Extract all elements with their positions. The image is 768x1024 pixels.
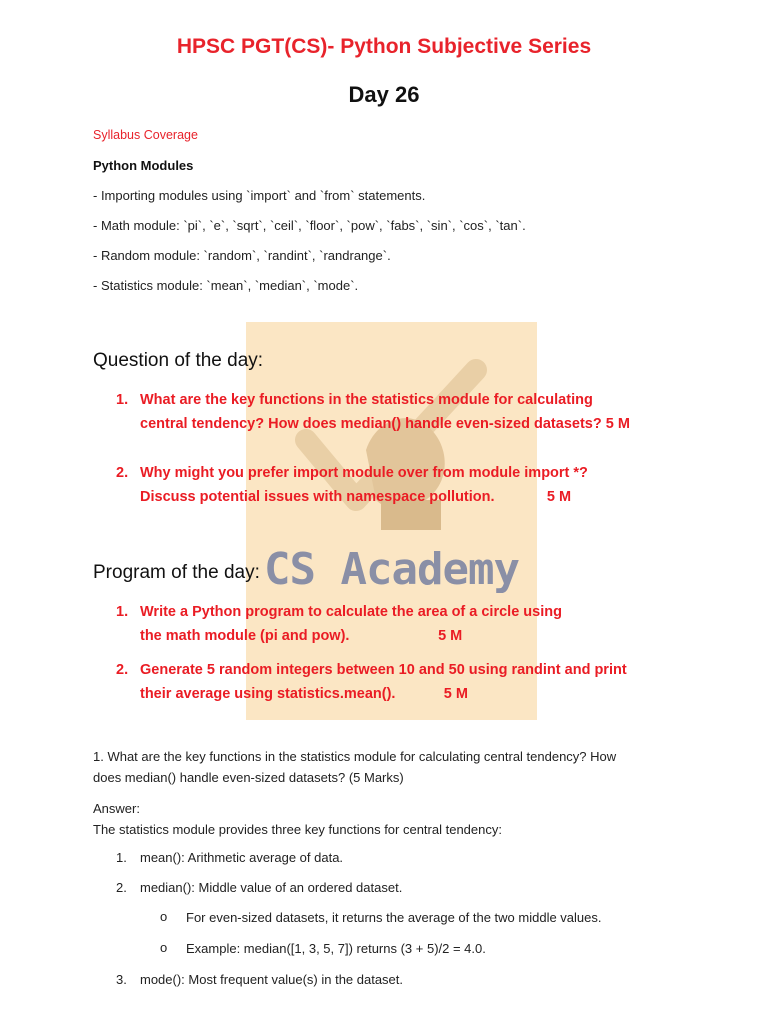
day-title: Day 26 bbox=[348, 82, 420, 107]
hand-checkmark-icon bbox=[286, 350, 496, 540]
question-number: 1. bbox=[116, 392, 129, 408]
answer-list-text: mean(): Arithmetic average of data. bbox=[140, 850, 344, 865]
question-text: Discuss potential issues with namespace pollution. 5 M bbox=[140, 489, 572, 505]
answer-question-line: 1. What are the key functions in the statistics module for calculating central tendency? How bbox=[93, 749, 617, 764]
syllabus-topic: - Importing modules using `import` and `from` statements. bbox=[93, 188, 426, 203]
answer-sub-text: Example: median([1, 3, 5, 7]) returns (3 + 5)/2 = 4.0. bbox=[186, 941, 486, 956]
answer-list-text: median(): Middle value of an ordered dataset. bbox=[140, 880, 403, 895]
program-text: the math module (pi and pow). 5 M bbox=[140, 628, 463, 644]
program-number: 1. bbox=[116, 604, 129, 620]
watermark-text: CS Academy bbox=[264, 544, 519, 595]
program-number: 2. bbox=[116, 662, 129, 678]
answer-question-line: does median() handle even-sized datasets? (5 Marks) bbox=[93, 770, 404, 785]
program-text: Generate 5 random integers between 10 and 50 using randint and print bbox=[140, 662, 627, 678]
question-number: 2. bbox=[116, 465, 129, 481]
question-of-day-heading: Question of the day: bbox=[93, 350, 264, 371]
answer-label: Answer: bbox=[93, 801, 140, 816]
question-text: Why might you prefer import module over from module import *? bbox=[140, 465, 588, 481]
syllabus-topic: - Statistics module: `mean`, `median`, `mode`. bbox=[93, 278, 359, 293]
program-text: their average using statistics.mean(). 5 M bbox=[140, 686, 468, 702]
modules-heading: Python Modules bbox=[93, 158, 194, 173]
program-of-day-heading: Program of the day: bbox=[93, 562, 260, 583]
question-text: central tendency? How does median() handle even-sized datasets? 5 M bbox=[140, 416, 630, 432]
answer-list-number: 1. bbox=[116, 850, 127, 865]
answer-list-text: mode(): Most frequent value(s) in the dataset. bbox=[140, 972, 404, 987]
answer-list-number: 3. bbox=[116, 972, 127, 987]
answer-intro: The statistics module provides three key functions for central tendency: bbox=[93, 822, 502, 837]
page-title: HPSC PGT(CS)- Python Subjective Series bbox=[176, 35, 592, 58]
answer-sub-text: For even-sized datasets, it returns the average of the two middle values. bbox=[186, 910, 602, 925]
program-text: Write a Python program to calculate the area of a circle using bbox=[140, 604, 562, 620]
sub-bullet: o bbox=[160, 909, 168, 924]
sub-bullet: o bbox=[160, 940, 168, 955]
syllabus-topic: - Math module: `pi`, `e`, `sqrt`, `ceil`, `floor`, `pow`, `fabs`, `sin`, `cos`, `tan`. bbox=[93, 218, 526, 233]
answer-list-number: 2. bbox=[116, 880, 127, 895]
question-text: What are the key functions in the statistics module for calculating bbox=[140, 392, 593, 408]
syllabus-heading: Syllabus Coverage bbox=[93, 128, 198, 142]
syllabus-topic: - Random module: `random`, `randint`, `randrange`. bbox=[93, 248, 391, 263]
